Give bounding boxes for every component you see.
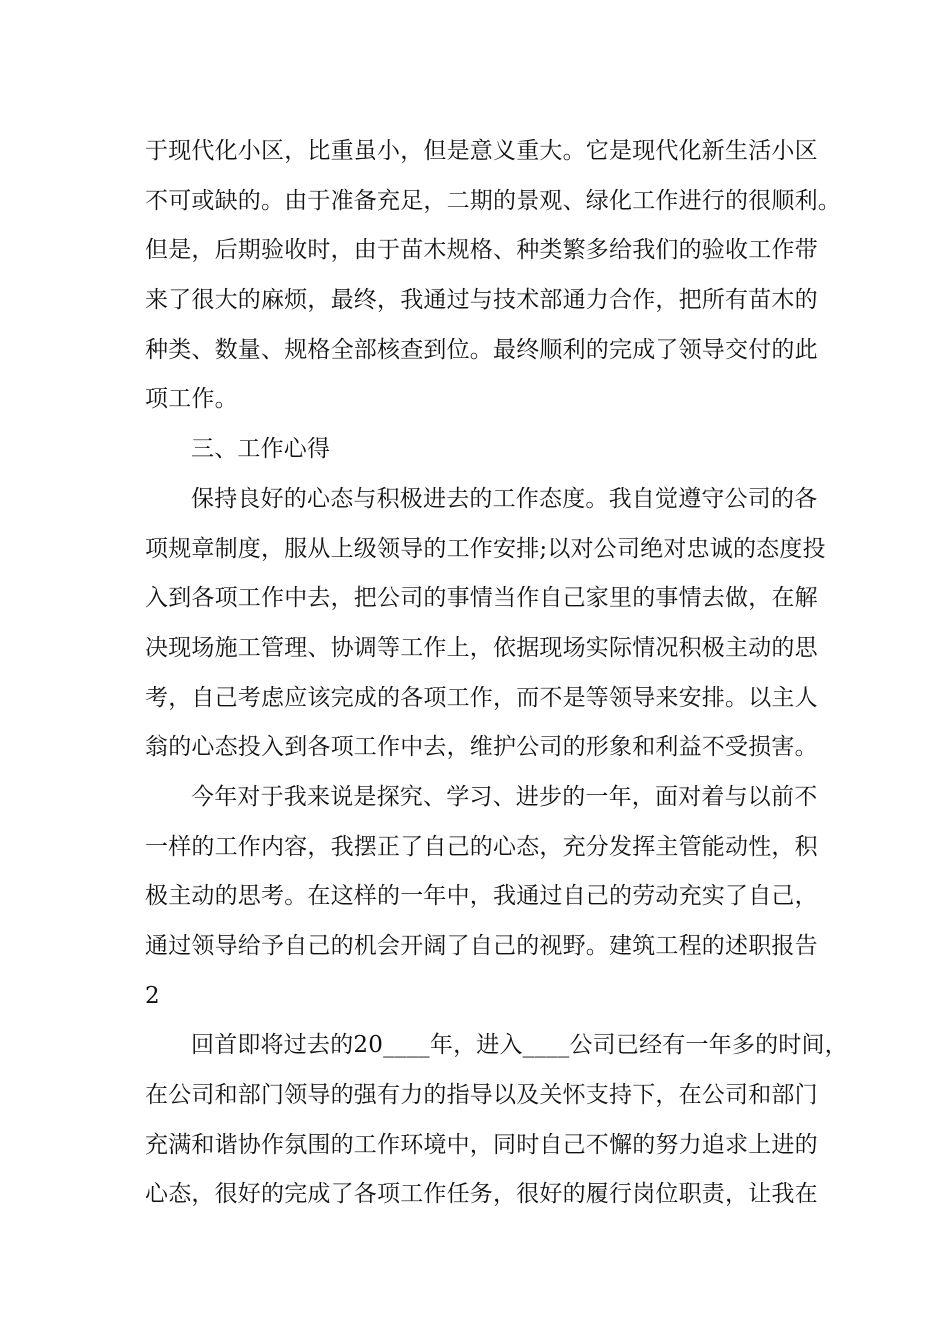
text-line: 通过领导给予自己的机会开阔了自己的视野。建筑工程的述职报告	[145, 933, 818, 959]
text-line: 种类、数量、规格全部核查到位。最终顺利的完成了领导交付的此	[145, 336, 818, 363]
text-line: 于现代化小区，比重虽小，但是意义重大。它是现代化新生活小区	[145, 138, 818, 164]
text-line: 充满和谐协作氛围的工作环境中，同时自己不懈的努力追求上进的	[145, 1131, 818, 1158]
text-line: 心态，很好的完成了各项工作任务，很好的履行岗位职责，让我在	[145, 1181, 818, 1208]
text-line: 保持良好的心态与积极进去的工作态度。我自觉遵守公司的各	[191, 485, 818, 512]
text-line: 一样的工作内容，我摆正了自己的心态，充分发挥主管能动性，积	[145, 833, 818, 860]
text-line: 但是，后期验收时，由于苗木规格、种类繁多给我们的验收工作带	[145, 237, 818, 264]
text-line: 项规章制度，服从上级领导的工作安排;以对公司绝对忠诚的态度投	[145, 535, 826, 562]
body-text	[145, 127, 848, 1220]
text-line: 项工作。	[145, 386, 238, 413]
text-line: 入到各项工作中去，把公司的事情当作自己家里的事情去做，在解	[145, 585, 818, 612]
text-line: 不可或缺的。由于准备充足，二期的景观、绿化工作进行的很顺利。	[145, 187, 841, 214]
text-line: 三、工作心得	[191, 436, 331, 463]
text-line: 今年对于我来说是探究、学习、进步的一年，面对着与以前不	[191, 783, 818, 810]
text-line: 回首即将过去的20____年，进入____公司已经有一年多的时间，	[191, 1032, 848, 1059]
text-line: 翁的心态投入到各项工作中去，维护公司的形象和利益不受损害。	[145, 734, 818, 761]
text-line: 考，自己考虑应该完成的各项工作，而不是等领导来安排。以主人	[145, 684, 818, 711]
text-line: 来了很大的麻烦，最终，我通过与技术部通力合作，把所有苗木的	[145, 287, 818, 314]
text-line: 在公司和部门领导的强有力的指导以及关怀支持下，在公司和部门	[145, 1082, 818, 1109]
text-line: 决现场施工管理、协调等工作上，依据现场实际情况积极主动的思	[145, 634, 818, 661]
text-line: 2	[145, 982, 160, 1009]
text-line: 极主动的思考。在这样的一年中，我通过自己的劳动充实了自己，	[145, 883, 818, 910]
